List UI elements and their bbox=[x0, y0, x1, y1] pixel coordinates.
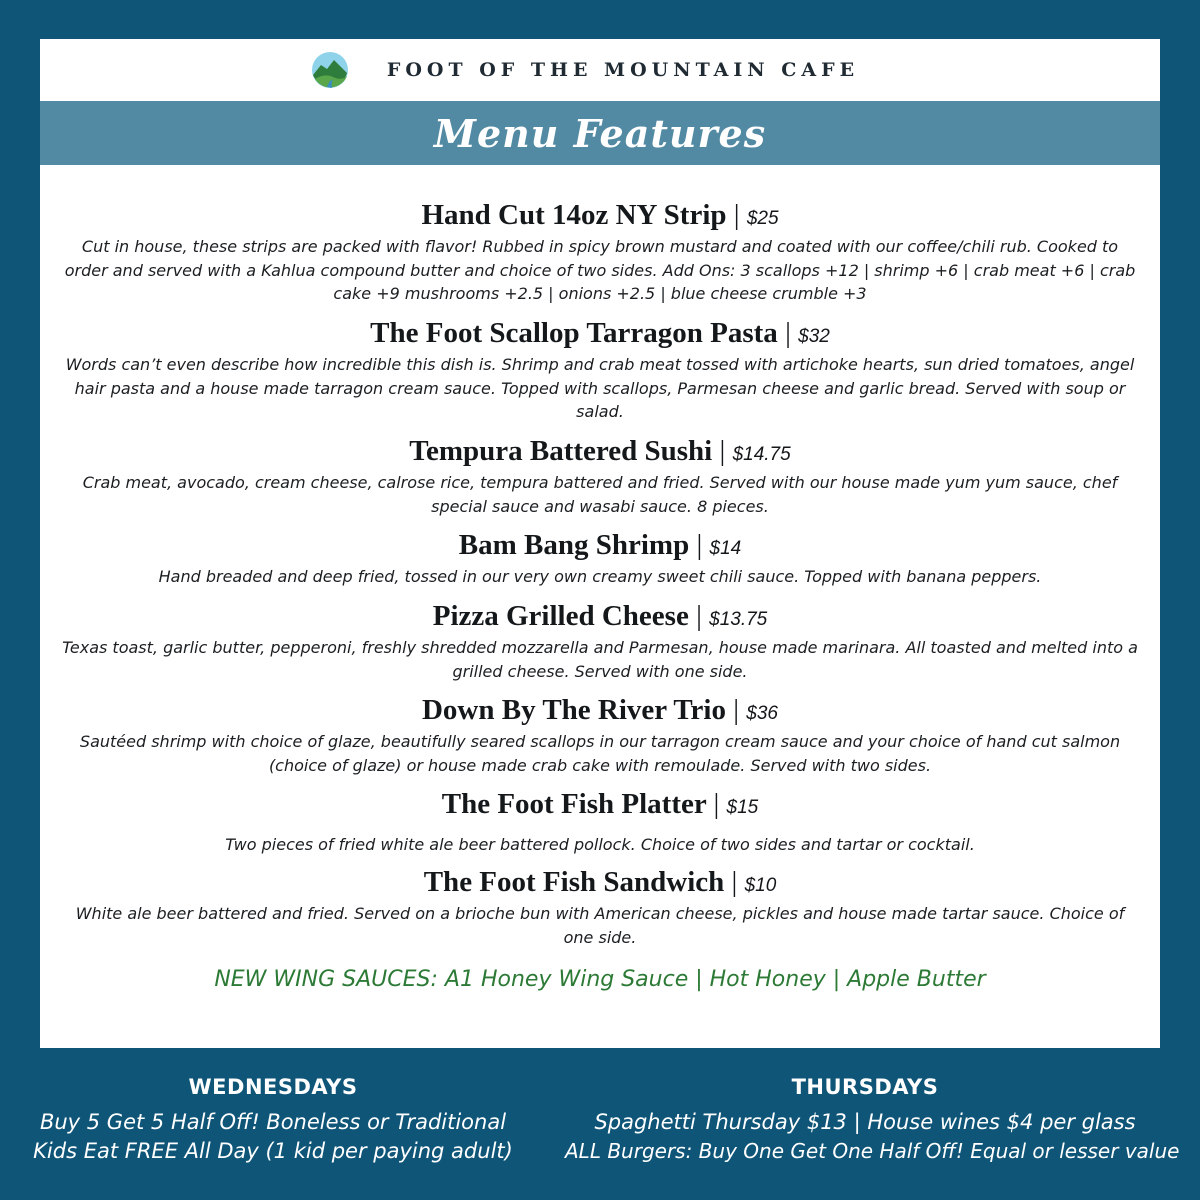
menu-banner bbox=[40, 101, 1160, 165]
item-description: Sautéed shrimp with choice of glaze, beautifully seared scallops in our tarragon cream sauce and your choice of hand cut salmon (choice of glaze) or house made crab cake with remoulade. Served with two sides. bbox=[79, 732, 1121, 775]
mountain-logo-icon bbox=[311, 51, 349, 89]
item-name: Down By The River Trio bbox=[421, 694, 726, 726]
menu-item: The Foot Fish Platter | $15 Two pieces of fried white ale beer battered pollock. Choice of two sides and tartar or cocktail. bbox=[40, 788, 1160, 857]
item-name: Hand Cut 14oz NY Strip bbox=[421, 199, 727, 231]
menu-item: The Foot Fish Sandwich | $10 White ale beer battered and fried. Served on a brioche bun with American cheese, pickles and house made tartar sauce. Choice of one side. bbox=[40, 866, 1160, 949]
thursdays-special bbox=[565, 1075, 1180, 1166]
item-description: White ale beer battered and fried. Served on a brioche bun with American cheese, pickles and house made tartar sauce. Choice of one side. bbox=[75, 904, 1125, 947]
item-price: $14 bbox=[709, 538, 742, 559]
menu-item: Hand Cut 14oz NY Strip | $25 Cut in house, these strips are packed with flavor! Rubbed in spicy brown mustard and coated with our coffee/chili rub. Cooked to order and served with a Kahlua compound butter and choice of two sides. Add Ons: 3 scallops +12 | shrimp +6 | crab meat +6 | crab cake +9 mushrooms +2.5 | onions +2.5 | blue cheese crumble +3 bbox=[40, 199, 1160, 306]
wednesdays-title: WEDNESDAYS bbox=[188, 1075, 358, 1099]
item-price: $32 bbox=[798, 326, 830, 347]
item-name: Bam Bang Shrimp bbox=[458, 529, 690, 561]
banner-title: Menu Features bbox=[433, 110, 767, 156]
item-price: $25 bbox=[746, 208, 779, 229]
item-price: $13.75 bbox=[709, 609, 768, 630]
item-price: $15 bbox=[726, 797, 759, 818]
wing-sauces-note: NEW WING SAUCES: A1 Honey Wing Sauce | Hot Honey | Apple Butter bbox=[214, 967, 986, 992]
wednesdays-special bbox=[0, 1075, 573, 1166]
wednesdays-line: Kids Eat FREE All Day (1 kid per paying adult) bbox=[33, 1139, 513, 1163]
menu-header bbox=[40, 39, 1160, 101]
item-price: $36 bbox=[746, 703, 778, 724]
menu-item: Pizza Grilled Cheese | $13.75 Texas toast, garlic butter, pepperoni, freshly shredded mozzarella and Parmesan, house made marinara. All toasted and melted into a grilled cheese. Served with one side. bbox=[40, 600, 1160, 683]
item-name: Tempura Battered Sushi bbox=[409, 435, 713, 467]
item-name: Pizza Grilled Cheese bbox=[432, 600, 689, 632]
menu-item: The Foot Scallop Tarragon Pasta | $32 Words can’t even describe how incredible this dish is. Shrimp and crab meat tossed with artichoke hearts, sun dried tomatoes, angel hair pasta and a house made tarragon cream sauce. Topped with scallops, Parmesan cheese and garlic bread. Served with soup or salad. bbox=[40, 317, 1160, 424]
item-description: Crab meat, avocado, cream cheese, calrose rice, tempura battered and fried. Served with our house made yum yum sauce, chef special sauce and wasabi sauce. 8 pieces. bbox=[82, 473, 1118, 516]
item-description: Cut in house, these strips are packed with flavor! Rubbed in spicy brown mustard and coated with our coffee/chili rub. Cooked to order and served with a Kahlua compound butter and choice of two sides. Add Ons: 3 scallops +12 | shrimp +6 | crab meat +6 | crab cake +9 mushrooms +2.5 | onions +2.5 | blue cheese crumble +3 bbox=[64, 237, 1136, 303]
item-name: The Foot Fish Platter bbox=[441, 788, 707, 820]
item-description: Words can’t even describe how incredible this dish is. Shrimp and crab meat tossed with artichoke hearts, sun dried tomatoes, angel hair pasta and a house made tarragon cream sauce. Topped with scallops, Parmesan cheese and garlic bread. Served with soup or salad. bbox=[65, 355, 1135, 421]
menu-item: Down By The River Trio | $36 Sautéed shrimp with choice of glaze, beautifully seared scallops in our tarragon cream sauce and your choice of hand cut salmon (choice of glaze) or house made crab cake with remoulade. Served with two sides. bbox=[40, 694, 1160, 777]
item-description: Texas toast, garlic butter, pepperoni, freshly shredded mozzarella and Parmesan, house made marinara. All toasted and melted into a grilled cheese. Served with one side. bbox=[62, 638, 1138, 681]
menu-item: Tempura Battered Sushi | $14.75 Crab meat, avocado, cream cheese, calrose rice, tempura battered and fried. Served with our house made yum yum sauce, chef special sauce and wasabi sauce. 8 pieces. bbox=[40, 435, 1160, 518]
menu-item: Bam Bang Shrimp | $14 Hand breaded and deep fried, tossed in our very own creamy sweet chili sauce. Topped with banana peppers. bbox=[40, 529, 1160, 589]
thursdays-line: Spaghetti Thursday $13 | House wines $4 per glass bbox=[594, 1110, 1136, 1134]
item-name: The Foot Fish Sandwich bbox=[423, 866, 725, 898]
cafe-name: FOOT OF THE MOUNTAIN CAFE bbox=[386, 59, 860, 81]
wednesdays-line: Buy 5 Get 5 Half Off! Boneless or Traditional bbox=[39, 1110, 507, 1134]
thursdays-line: ALL Burgers: Buy One Get One Half Off! Equal or lesser value bbox=[565, 1139, 1180, 1163]
item-name: The Foot Scallop Tarragon Pasta bbox=[370, 317, 778, 349]
item-description: Hand breaded and deep fried, tossed in our very own creamy sweet chili sauce. Topped with banana peppers. bbox=[158, 567, 1042, 586]
item-price: $14.75 bbox=[732, 444, 791, 465]
item-description: Two pieces of fried white ale beer battered pollock. Choice of two sides and tartar or cocktail. bbox=[225, 835, 975, 854]
menu-card bbox=[40, 39, 1160, 1048]
thursdays-title: THURSDAYS bbox=[791, 1075, 939, 1099]
item-price: $10 bbox=[744, 875, 777, 896]
